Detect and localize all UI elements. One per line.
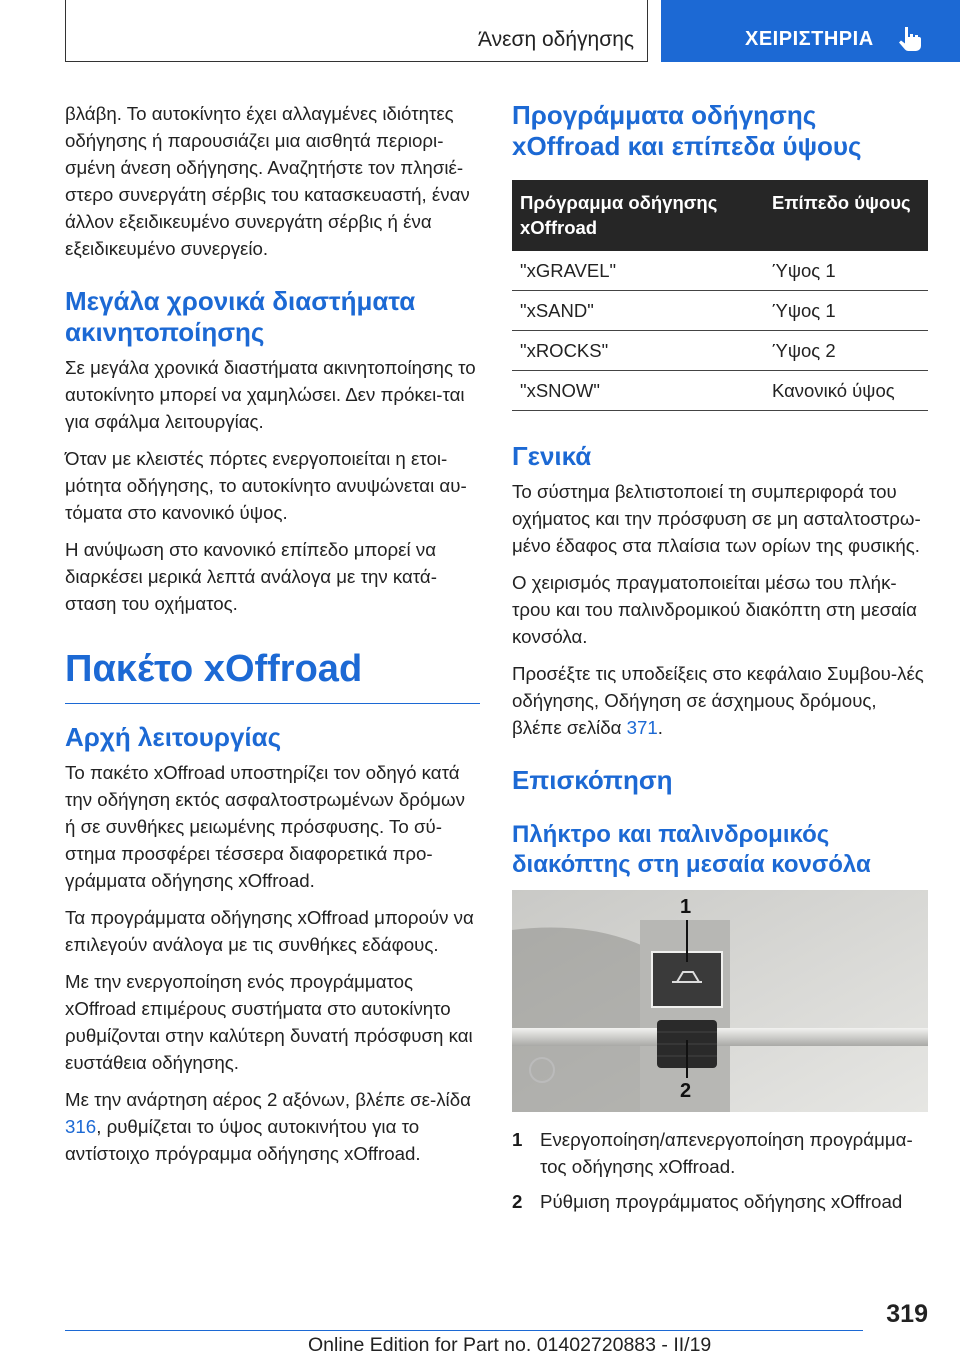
table-cell: Ύψος 1: [764, 251, 928, 291]
table-row: [512, 331, 928, 371]
page-header: [0, 0, 960, 64]
paragraph: Όταν με κλειστές πόρτες ενεργοποιείται η ετοι-μότητα οδήγησης, το αυτοκίνητο ανυψώνεται αυ-τόματα στο κανονικό ύψος.: [65, 448, 467, 523]
paragraph: Σε μεγάλα χρονικά διαστήματα ακινητοποίησης το αυτοκίνητο μπορεί να χαμηλώσει. Δεν πρόκει-ται για σφάλμα λειτουργίας.: [65, 357, 476, 432]
heading-long-standstill: Μεγάλα χρονικά διαστήματα ακινητοποίησης: [65, 286, 416, 347]
legend-number: 2: [512, 1191, 523, 1212]
page-link-316[interactable]: 316: [65, 1116, 97, 1137]
table-cell: Ύψος 1: [764, 291, 928, 331]
right-column: [512, 100, 928, 1223]
console-photo: [512, 890, 928, 1112]
callout-1: 1: [680, 896, 692, 918]
text: , ρυθμίζεται το ύψος αυτοκινήτου για το αντίστοιχο πρόγραμμα οδήγησης xOffroad.: [65, 1116, 421, 1164]
heading-button-switch: Πλήκτρο και παλινδρομικός διακόπτης στη μεσαία κονσόλα: [512, 821, 871, 878]
heading-rule: [65, 703, 480, 704]
paragraph: [65, 1086, 480, 1167]
paragraph: Το πακέτο xOffroad υποστηρίζει τον οδηγό κατά την οδήγηση εκτός ασφαλτοστρωμένων δρόμων ή σε συνθήκες μειωμένης πρόσφυσης. Το σύ-στημα προσφέρει τέσσερα διαφορετικά προ-γράμματα οδήγησης xOffroad.: [65, 762, 465, 891]
chapter-title: ΧΕΙΡΙΣΤΗΡΙΑ: [745, 28, 874, 50]
legend-text: Ρύθμιση προγράμματος οδήγησης xOffroad: [540, 1191, 903, 1212]
page-number: 319: [886, 1300, 928, 1328]
callout-2: 2: [680, 1080, 692, 1102]
legend-item: [512, 1126, 928, 1180]
table-cell: "xGRAVEL": [512, 251, 764, 291]
table-row: [512, 251, 928, 291]
text: Με την ανάρτηση αέρος 2 αξόνων, βλέπε σε-λίδα: [65, 1089, 471, 1110]
left-column: [65, 100, 480, 1177]
heading-general: Γενικά: [512, 441, 592, 471]
paragraph: Η ανύψωση στο κανονικό επίπεδο μπορεί να διαρκέσει μερικά λεπτά ανάλογα με την κατά-σταση του οχήματος.: [65, 539, 437, 614]
section-title: Άνεση οδήγησης: [478, 28, 634, 51]
console-illustration: [512, 890, 928, 1112]
chapter-tab: [661, 0, 960, 62]
paragraph: [512, 660, 928, 741]
heading-programs: Προγράμματα οδήγησης xOffroad και επίπεδα ύψους: [512, 100, 862, 161]
table-cell: "xROCKS": [512, 331, 764, 371]
table-cell: "xSNOW": [512, 371, 764, 411]
paragraph: Ο χειρισμός πραγματοποιείται μέσω του πλήκ-τρου και του παλινδρομικού διακόπτη στη μεσαία κονσόλα.: [512, 572, 917, 647]
table-row: [512, 371, 928, 411]
hand-pointer-icon: [896, 24, 924, 52]
table-row: [512, 291, 928, 331]
column-header: Επίπεδο ύψους: [764, 180, 928, 251]
paragraph: Το σύστημα βελτιστοποιεί τη συμπεριφορά του οχήματος και την πρόσφυση σε μη ασταλτοστρω-μένο έδαφος στα πλαίσια των ορίων της φυσικής.: [512, 481, 921, 556]
legend-number: 1: [512, 1129, 523, 1150]
paragraph: Τα προγράμματα οδήγησης xOffroad μπορούν να επιλεγούν ανάλογα με τις συνθήκες εδάφους.: [65, 907, 474, 955]
table-cell: Κανονικό ύψος: [764, 371, 928, 411]
programs-table: [512, 180, 928, 411]
edition-note: Online Edition for Part no. 01402720883 - II/19: [308, 1334, 712, 1356]
text: .: [657, 717, 663, 738]
page-link-371[interactable]: 371: [626, 717, 658, 738]
table-header-row: [512, 180, 928, 251]
table-cell: "xSAND": [512, 291, 764, 331]
footer-rule: [65, 1330, 863, 1331]
table-cell: Ύψος 2: [764, 331, 928, 371]
text: Προσέξτε τις υποδείξεις στο κεφάλαιο Συμβου-λές οδήγησης, Οδήγηση σε άσχημους δρόμους, βλέπε σελίδα: [512, 663, 924, 738]
paragraph: Με την ενεργοποίηση ενός προγράμματος xOffroad επιμέρους συστήματα στο αυτοκίνητο ρυθμίζονται στην καλύτερη δυνατή πρόσφυση και ευστάθεια οδήγησης.: [65, 971, 473, 1073]
legend-text: Ενεργοποίηση/απενεργοποίηση προγράμμα-τος οδήγησης xOffroad.: [540, 1129, 913, 1177]
heading-overview: Επισκόπηση: [512, 765, 673, 795]
heading-principle: Αρχή λειτουργίας: [65, 722, 282, 752]
legend-item: [512, 1188, 928, 1215]
column-header: Πρόγραμμα οδήγησης xOffroad: [512, 180, 764, 251]
heading-xoffroad-package: Πακέτο xOffroad: [65, 648, 363, 690]
paragraph: βλάβη. Το αυτοκίνητο έχει αλλαγμένες ιδιότητες οδήγησης ή παρουσιάζει μια αισθητά περιορι-σμένη άνεση οδήγησης. Αναζητήστε τον πλησιέ-στερο συνεργάτη σέρβις του κατασκευαστή, έναν άλλον εξειδικευμένο συνεργάτη σέρβις ή ένα εξειδικευμένο συνεργείο.: [65, 103, 470, 259]
